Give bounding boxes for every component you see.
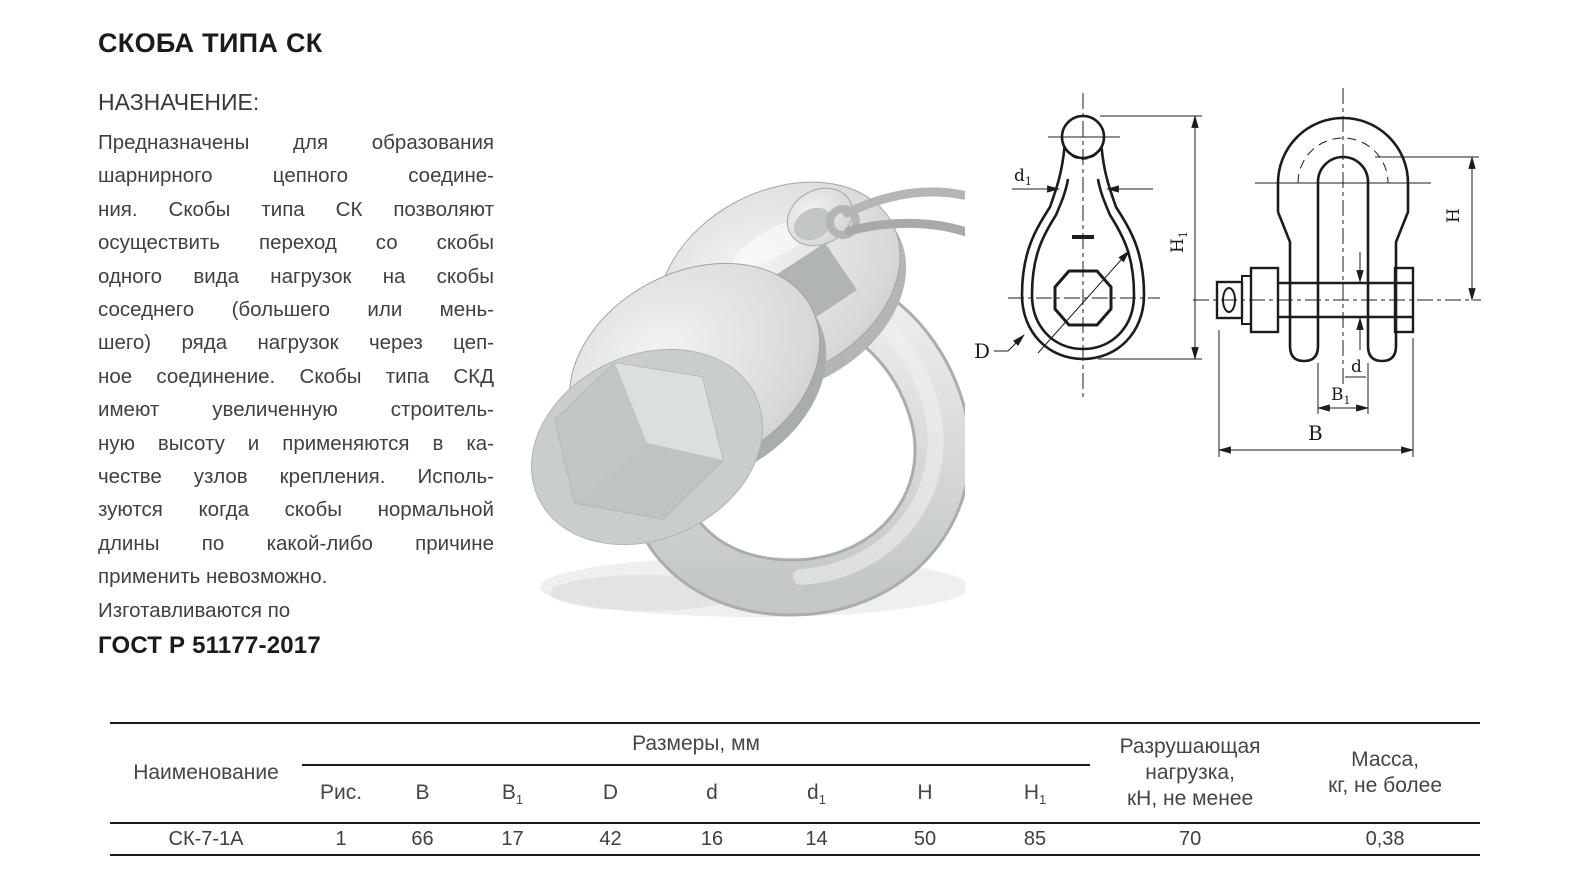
purpose-text-last-line: применить невозможно. (98, 565, 328, 589)
header-line: Разрушающая (1119, 735, 1261, 758)
fig2-d-label: d (1351, 357, 1362, 377)
spec-cell: 85 (980, 823, 1090, 855)
col-header-sizes: Размеры, мм (302, 723, 1090, 765)
fig2-H-label: H (1444, 208, 1464, 223)
purpose-text-line: ния. Скобы типа СК позволяют (98, 197, 494, 221)
header-line: кН, не менее (1126, 787, 1254, 810)
dimension-column-header: Рис. (319, 780, 363, 804)
fig1-D-leader (994, 335, 1024, 351)
col-header-breaking-load (1090, 723, 1290, 823)
dimension-column-header: H (917, 780, 933, 804)
spec-cell: 14 (763, 823, 870, 855)
purpose-text-line: ную высоту и применяются в ка- (98, 431, 494, 455)
purpose-text-line: шего) ряда нагрузок через цеп- (98, 331, 494, 355)
header-line: кг, не более (1328, 774, 1443, 797)
spec-table-row (110, 823, 1480, 855)
purpose-text-line: зуются когда скобы нормальной (98, 498, 494, 522)
header-line: Масса, (1351, 748, 1420, 771)
drawing-front-view (1185, 80, 1515, 480)
purpose-text-line: имеют увеличенную строитель- (98, 398, 494, 422)
purpose-text-line: честве узлов крепления. Исполь- (98, 465, 494, 489)
spec-cell: 16 (661, 823, 763, 855)
purpose-heading: НАЗНАЧЕНИЕ: (98, 89, 260, 115)
col-header-name: Наименование (133, 761, 279, 784)
purpose-text-line: соседнего (большего или мень- (98, 298, 494, 322)
purpose-text-line: ное соединение. Скобы типа СКД (98, 364, 494, 388)
dimension-column-header: B (415, 780, 430, 804)
description-column (98, 28, 494, 660)
purpose-text-line: осуществить переход со скобы (98, 231, 494, 255)
purpose-text-line: Предназначены для образования (98, 131, 494, 154)
manufactured-by-line: Изготавливаются по (98, 598, 291, 622)
spec-cell: 17 (465, 823, 560, 855)
dimension-column-header: d (706, 780, 718, 804)
spec-cell: 0,38 (1290, 823, 1480, 855)
dimension-column-header: D (602, 780, 619, 804)
fig2-left-leg-outer (1278, 212, 1290, 346)
dimension-column-header: $H_1$ (1023, 780, 1047, 808)
spec-cell: 1 (302, 823, 380, 855)
drawing-side-view (950, 85, 1215, 410)
fig2-B-label: B (1308, 421, 1323, 445)
spec-table (110, 722, 1480, 856)
fig1-H1-label: $H_1$ (1168, 231, 1190, 253)
fig1-d1-label: $d_1$ (1014, 166, 1032, 188)
product-photo (495, 125, 965, 630)
purpose-text-line: длины по какой-либо причине (98, 531, 494, 555)
fig1-D-label: D (974, 339, 991, 363)
fig2-svg (1185, 80, 1515, 480)
col-header-mass (1290, 723, 1480, 823)
spec-cell: СК-7-1А (110, 823, 302, 855)
page-title: СКОБА ТИПА СК (98, 28, 323, 58)
purpose-text (98, 126, 494, 560)
fig2-right-foot (1368, 346, 1396, 361)
dimension-column-header: $B_1$ (501, 780, 524, 808)
spec-cell: 66 (380, 823, 465, 855)
shackle-photo-illustration (495, 125, 965, 630)
fig1-svg (950, 85, 1215, 410)
spec-cell: 42 (560, 823, 661, 855)
dimension-column-header: $d_1$ (807, 780, 826, 808)
spec-cell: 70 (1090, 823, 1290, 855)
gost-standard: ГОСТ Р 51177-2017 (98, 632, 321, 660)
purpose-text-line: шарнирного цепного соедине- (98, 164, 494, 188)
fig2-left-foot (1290, 346, 1318, 361)
header-line: нагрузка, (1145, 761, 1235, 784)
purpose-text-line: одного вида нагрузок на скобы (98, 264, 494, 288)
spec-cell: 50 (870, 823, 980, 855)
fig2-B1-label: $B_1$ (1331, 385, 1351, 407)
